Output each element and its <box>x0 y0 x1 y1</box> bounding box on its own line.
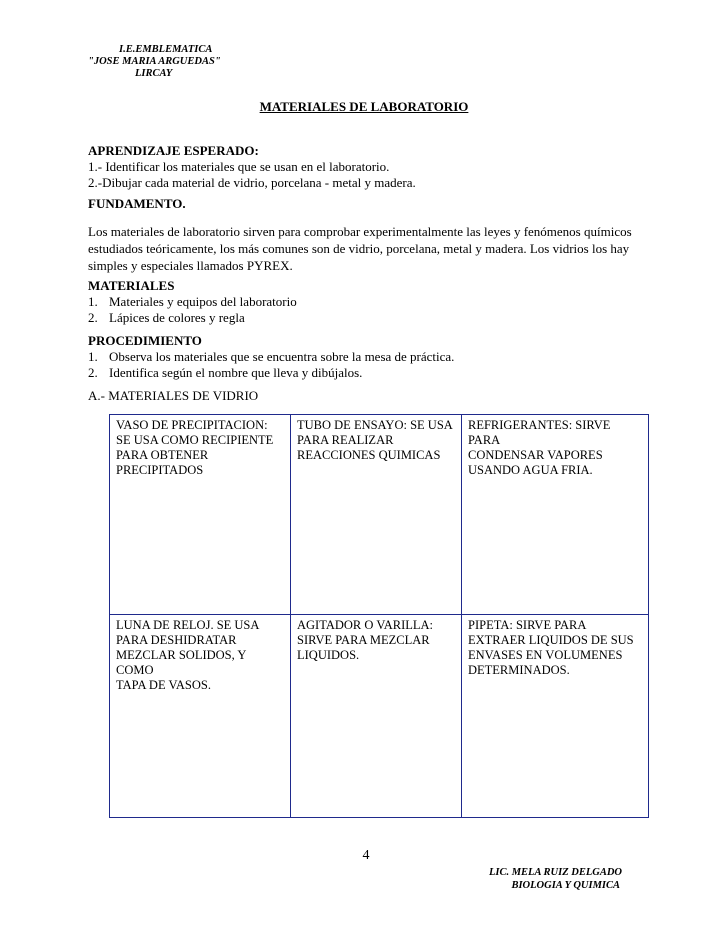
author-name: LIC. MELA RUIZ DELGADO <box>488 867 622 878</box>
school-name-line: I.E.EMBLEMATICA <box>119 44 213 55</box>
fundamento-line: estudiados teóricamente, los más comunes son de vidrio, porcelana, metal y madera. Los vidrios los hay <box>88 241 630 256</box>
grid-cell-luna-de-reloj: LUNA DE RELOJ. SE USA PARA DESHIDRATAR MEZCLAR SOLIDOS, Y COMO TAPA DE VASOS. <box>110 615 291 818</box>
fundamento-line: Los materiales de laboratorio sirven para comprobar experimentalmente las leyes y fenómenos químicos <box>88 224 632 239</box>
materiales-heading: MATERIALES <box>88 278 175 293</box>
school-name-quoted: "JOSE MARIA ARGUEDAS" <box>88 56 221 67</box>
grid-cell-tubo: TUBO DE ENSAYO: SE USA PARA REALIZAR REACCIONES QUIMICAS <box>291 415 462 615</box>
procedimiento-heading: PROCEDIMIENTO <box>88 333 202 348</box>
materiales-section <box>88 278 297 326</box>
table-row <box>110 615 649 818</box>
list-item: 2. Lápices de colores y regla <box>88 310 245 325</box>
list-item: 2. Identifica según el nombre que lleva y dibújalos. <box>88 365 363 380</box>
fundamento-paragraph <box>88 223 632 274</box>
page-number: 4 <box>362 848 370 863</box>
grid-cell-vaso: VASO DE PRECIPITACION: SE USA COMO RECIPIENTE PARA OBTENER PRECIPITADOS <box>110 415 291 615</box>
aprendizaje-line: 1.- Identificar los materiales que se usan en el laboratorio. <box>88 159 390 174</box>
school-header <box>88 44 221 80</box>
grid-cell-agitador: AGITADOR O VARILLA: SIRVE PARA MEZCLAR LIQUIDOS. <box>291 615 462 818</box>
materiales-list <box>88 294 297 326</box>
fundamento-heading: FUNDAMENTO. <box>88 196 186 211</box>
procedimiento-section <box>88 333 454 381</box>
aprendizaje-heading: APRENDIZAJE ESPERADO: <box>88 143 259 158</box>
aprendizaje-line: 2.-Dibujar cada material de vidrio, porcelana - metal y madera. <box>88 175 416 190</box>
grid-cell-pipeta: PIPETA: SIRVE PARA EXTRAER LIQUIDOS DE SUS ENVASES EN VOLUMENES DETERMINADOS. <box>462 615 649 818</box>
author-subject: BIOLOGIA Y QUIMICA <box>511 880 620 891</box>
procedimiento-list <box>88 349 454 381</box>
author-footer <box>489 866 622 892</box>
page-title: MATERIALES DE LABORATORIO <box>259 99 469 114</box>
fundamento-line: simples y especiales llamados PYREX. <box>88 258 293 273</box>
materials-grid <box>109 414 649 818</box>
school-location: LIRCAY <box>135 68 173 79</box>
list-item: 1. Observa los materiales que se encuentra sobre la mesa de práctica. <box>88 349 455 364</box>
aprendizaje-section <box>88 143 416 191</box>
list-item: 1. Materiales y equipos del laboratorio <box>88 294 297 309</box>
grid-cell-refrigerantes: REFRIGERANTES: SIRVE PARA CONDENSAR VAPORES USANDO AGUA FRIA. <box>462 415 649 615</box>
section-a-heading: A.- MATERIALES DE VIDRIO <box>88 388 259 403</box>
table-row <box>110 415 649 615</box>
